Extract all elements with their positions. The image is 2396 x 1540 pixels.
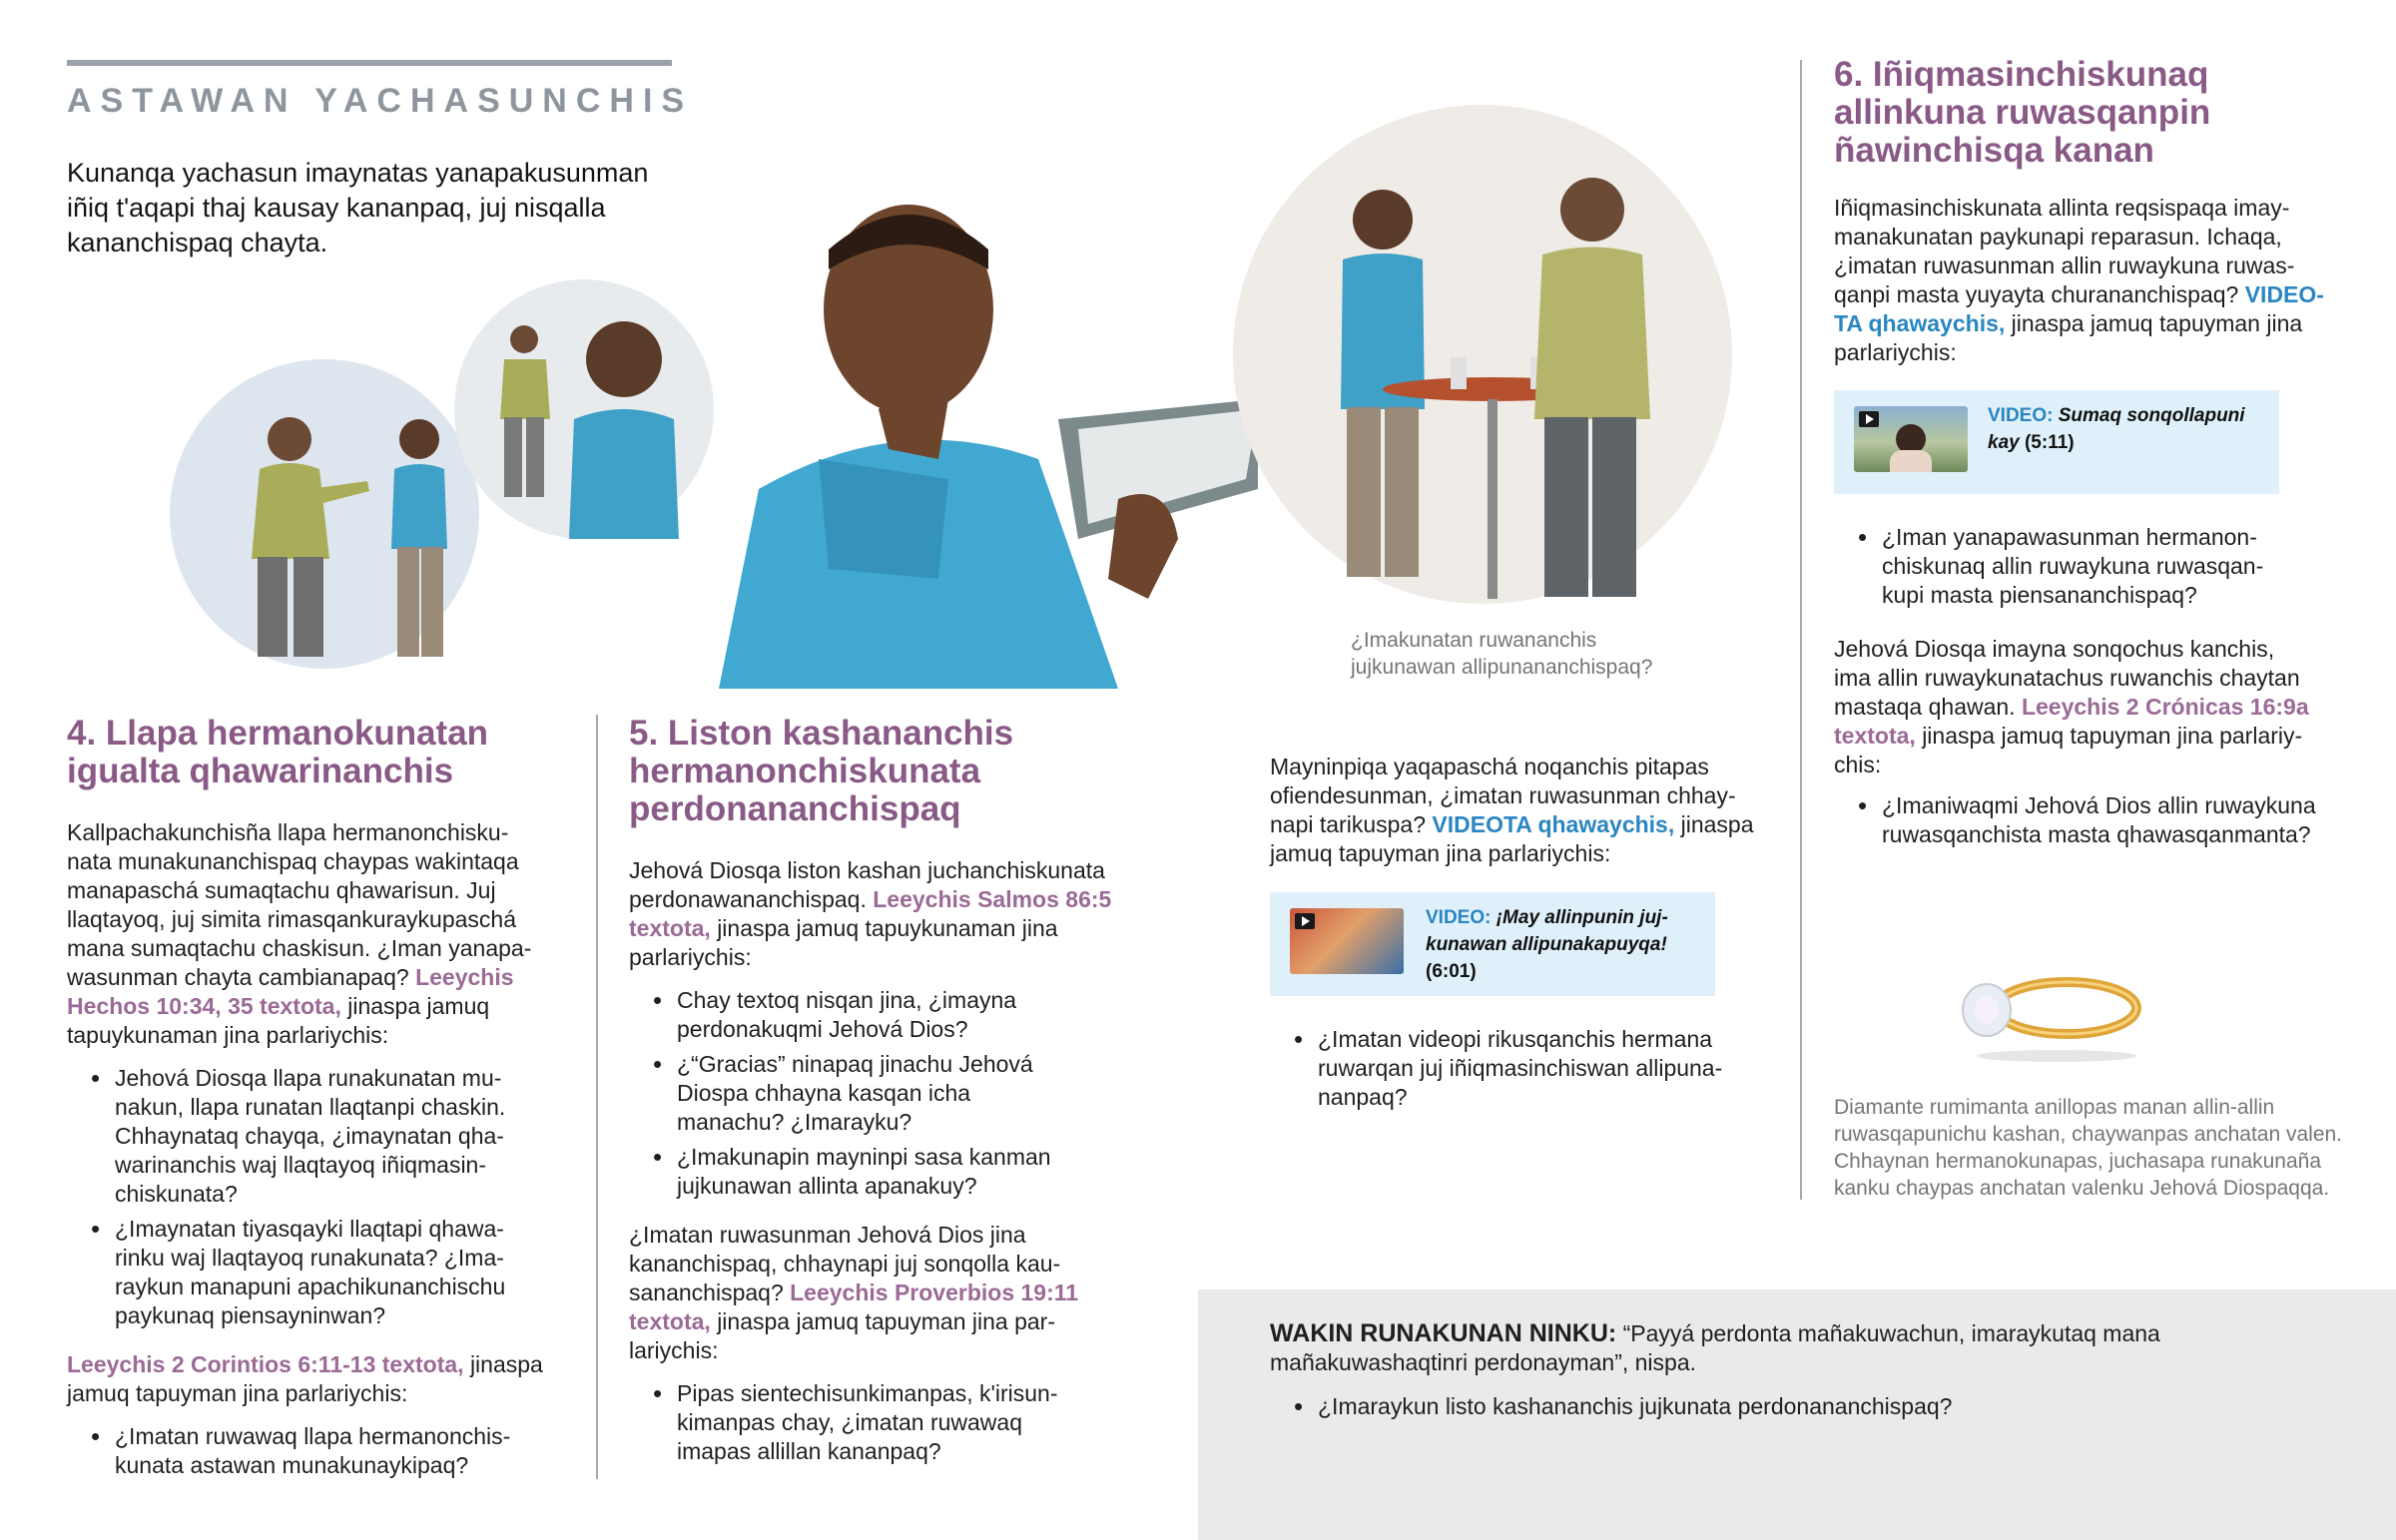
scripture-reference-hechos[interactable]: Leeychis: [415, 964, 514, 990]
list-item: • Chay textoq nisqan jina, ¿imayna perdonakuqmi Jehová Dios?: [629, 986, 1148, 1044]
section-4-heading: 4. Llapa hermanokunatan igualta qhawarinanchis: [67, 714, 489, 790]
scripture-reference-salmos-cont[interactable]: textota,: [629, 915, 711, 941]
middle-paragraph: Mayninpiqa yaqapaschá noqanchis pitapas ofiendesunman, ¿imatan ruwasunman chhay- napi tarikuspa? VIDEOTA qhawaychis, jinaspa jamuq tapuyman jina parlariychis:: [1270, 754, 1754, 866]
illustration-walkaway: [464, 289, 714, 539]
watch-video-link-2[interactable]: VIDEO-: [2244, 281, 2324, 307]
section-6: [1834, 56, 2353, 367]
section-4-paragraph: Kallpachakunchisña llapa hermanonchisku- nata munakunanchispaq chaypas wakintaqa manapaschá sumaqtachu qhawarisun. Juj llaqtayoq, juj simita rimasqankuraykupaschá mana sumaqtachu chaskisun. ¿Iman yanapa- wasunman chayta cambianapaq? Leeychis Hechos 10:34, 35 textota, jinaspa jamuq tapuykunaman jina parlariychis:: [67, 819, 532, 1048]
list-item: • ¿Imaraykun listo kashananchis jujkunata perdonananchispaq?: [1270, 1392, 2368, 1421]
illustration-scene: [160, 150, 1757, 689]
list-item: • ¿“Gracias” ninapaq jinachu Jehová Diospa chhayna kasqan icha manachu? ¿Imarayku?: [629, 1050, 1148, 1137]
discussion-label: WAKIN RUNAKUNAN NINKU:: [1270, 1319, 1617, 1347]
scripture-reference-proverbios[interactable]: Leeychis Proverbios 19:11: [790, 1280, 1079, 1305]
illustration-conversation: [1273, 160, 1732, 629]
illustration-argument: [190, 389, 479, 669]
section-5-paragraph: Jehová Diosqa liston kashan juchanchiskunata perdonawananchispaq. Leeychis Salmos 86:5 textota, jinaspa jamuq tapuykunaman jina parlariychis:: [629, 857, 1112, 970]
play-icon: [1295, 913, 1315, 929]
video-thumbnail[interactable]: [1290, 908, 1404, 974]
section-tag: ASTAWAN YACHASUNCHIS: [67, 82, 694, 120]
column-divider-2: [1800, 60, 1802, 1200]
section-5-paragraph-2: ¿Imatan ruwasunman Jehová Dios jina kananchispaq, chhaynapi juj sonqolla kau- sananchispaq? Leeychis Proverbios 19:11 textota, jinaspa jamuq tapuyman jina par- lariychis:: [629, 1222, 1079, 1363]
middle-column: [1270, 753, 1769, 868]
section-4-paragraph-2: Leeychis 2 Corintios 6:11-13 textota, jinaspa jamuq tapuyman jina parlariychis:: [67, 1351, 543, 1406]
list-item: • ¿Imatan ruwawaq llapa hermanonchis- kunata astawan munakunaykipaq?: [67, 1422, 566, 1480]
video-card-sumaq-sonqollapuni[interactable]: VIDEO: Sumaq sonqollapuni kay (5:11): [1834, 390, 2279, 494]
column-divider-1: [596, 715, 598, 1479]
scripture-reference-cronicas[interactable]: Leeychis 2 Crónicas 16:9a: [2021, 694, 2309, 720]
middle-questions: [1270, 1025, 1789, 1118]
scripture-reference-hechos-cont[interactable]: Hechos 10:34, 35 textota,: [67, 993, 341, 1019]
section-4: [67, 715, 566, 1486]
section-5-questions-1: [629, 986, 1148, 1201]
list-item: • ¿Imakunapin mayninpi sasa kanman jujkunawan allinta apanakuy?: [629, 1143, 1148, 1201]
scripture-reference-proverbios-cont[interactable]: textota,: [629, 1308, 711, 1334]
list-item: • ¿Imaniwaqmi Jehová Dios allin ruwaykuna ruwasqanchista masta qhawasqanmanta?: [1834, 791, 2353, 849]
scripture-reference-salmos[interactable]: Leeychis Salmos 86:5: [873, 886, 1112, 912]
section-5-questions-2: [629, 1379, 1148, 1466]
section-6-questions-1: [1834, 523, 2353, 616]
discussion-question: [1270, 1392, 2368, 1427]
section-5: [629, 715, 1148, 1472]
section-6-questions-2: [1834, 791, 2353, 855]
list-item: • ¿Iman yanapawasunman hermanon- chiskunaq allin ruwaykuna ruwasqan- kupi masta piensananchispaq?: [1834, 523, 2353, 610]
watch-video-link[interactable]: VIDEOTA qhawaychis,: [1432, 811, 1675, 837]
section-6-paragraph: Iñiqmasinchiskunata allinta reqsispaqa imay- manakunatan paykunapi reparasun. Ichaqa, ¿imatan ruwasunman allin ruwaykuna ruwas- qanpi masta yuyayta churananchispaq? VIDEO- TA qhawaychis, jinaspa jamuq tapuyman jina parlariychis:: [1834, 195, 2324, 365]
list-item: • ¿Imaynatan tiyasqayki llaqtapi qhawa- rinku waj llaqtayoq runakunata? ¿Ima- raykun manapuni apachikunanchischu paykunaq piensayninwan?: [67, 1215, 566, 1330]
section-6-heading: 6. Iñiqmasinchiskunaq allinkuna ruwasqanpin ñawinchisqa kanan: [1834, 55, 2211, 170]
list-item: • Pipas sientechisunkimanpas, k'irisun- kimanpas chay, ¿imatan ruwawaq imapas allillan kananpaq?: [629, 1379, 1148, 1466]
watch-video-link-2-cont[interactable]: TA qhawaychis,: [1834, 310, 2006, 336]
list-item: • Jehová Diosqa llapa runakunatan mu- nakun, llapa runatan llaqtanpi chaskin. Chhaynataq chayqa, ¿imaynatan qha- warinanchis waj llaqtayoq iñiqmasin- chiskunata?: [67, 1064, 566, 1209]
discussion-text: WAKIN RUNAKUNAN NINKU: “Payyá perdonta mañakuwachun, imaraykutaq mana mañakuwashaqtinri perdonayman”, nispa.: [1270, 1319, 2160, 1375]
illustration-caption: ¿Imakunatan ruwananchis jujkunawan allipunananchispaq?: [1351, 629, 1653, 679]
section-6-paragraph-2: Jehová Diosqa imayna sonqochus kanchis, ima allin ruwaykunatachus ruwanchis chaytan mastaqa qhawan. Leeychis 2 Crónicas 16:9a textota, jinaspa jamuq tapuyman jina parlariy- chis:: [1834, 636, 2309, 777]
ring-illustration: [1947, 958, 2146, 1068]
video-thumbnail[interactable]: [1854, 406, 1968, 472]
section-4-questions-2: [67, 1422, 566, 1480]
list-item: • ¿Imatan videopi rikusqanchis hermana ruwarqan juj iñiqmasinchiswan allipuna- nanpaq?: [1270, 1025, 1789, 1112]
play-icon: [1859, 411, 1879, 427]
ring-caption: Diamante rumimanta anillopas manan allin-allin ruwasqapunichu kashan, chaywanpas anchatan valen. Chhaynan hermanokunapas, juchasapa runakunaña kanku chaypas anchatan valenku Jehová Diospaqqa.: [1834, 1096, 2343, 1200]
section-5-heading: 5. Liston kashananchis hermanonchiskunata perdonananchispaq: [629, 714, 1014, 828]
video-card-allipunakapuy[interactable]: VIDEO: ¡May allinpunin juj- kunawan allipunakapuyqa! (6:01): [1270, 892, 1715, 996]
scripture-reference-corintios[interactable]: Leeychis 2 Corintios 6:11-13 textota,: [67, 1351, 464, 1377]
scripture-reference-cronicas-cont[interactable]: textota,: [1834, 723, 1916, 749]
section-4-questions-1: [67, 1064, 566, 1330]
intro-text: Kunanqa yachasun imaynatas yanapakusunman iñiq t'aqapi thaj kausay kananpaq, juj nisqalla kananchispaq chayta.: [67, 158, 649, 257]
section-tag-rule: [67, 60, 672, 66]
